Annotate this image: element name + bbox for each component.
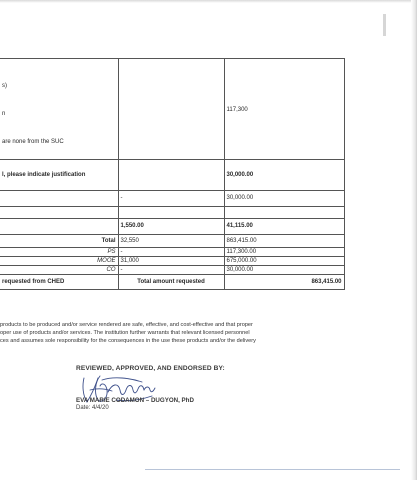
amount-cell: 30,000.00: [224, 266, 344, 275]
paragraph-line: ces and assumes sole responsibility for the consequences in the use these products and/or the delivery: [0, 338, 256, 345]
col2-cell: 1,550.00: [118, 219, 224, 235]
amount-value: 117,300: [226, 107, 248, 113]
description-line: [2, 132, 116, 139]
table-row: [0, 235, 344, 248]
col2-cell: -: [118, 248, 224, 257]
empty-cell: [118, 59, 224, 160]
table-row: [0, 266, 344, 275]
description-line: are none from the SUC: [2, 139, 64, 145]
col2-cell: -: [118, 191, 224, 207]
budget-table: [0, 58, 345, 290]
certification-paragraph: [0, 321, 342, 346]
description-line: [2, 104, 116, 111]
total-requested-label: Total amount requested: [118, 275, 224, 290]
description-line: [2, 125, 116, 132]
signatory-name: EVA MARIE CODAMON – DUGYON, PhD: [76, 397, 194, 404]
co-label: CO: [0, 266, 118, 275]
table-row: [0, 191, 344, 207]
amount-cell: [224, 59, 344, 160]
table-row: [0, 219, 344, 235]
scan-edge-right: [411, 0, 417, 480]
col2-cell: -: [118, 266, 224, 275]
description-line: [2, 97, 116, 104]
paragraph-line: products to be produced and/or service rendered are safe, effective, and cost-effective and that proper: [0, 322, 253, 328]
mooe-label: MOOE: [0, 257, 118, 266]
description-line: [2, 90, 116, 97]
col2-cell: 31,000: [118, 257, 224, 266]
empty-cell: [0, 219, 118, 235]
ps-label: PS: [0, 248, 118, 257]
total-label: Total: [0, 235, 118, 248]
empty-cell: [224, 207, 344, 219]
description-line: n: [2, 111, 6, 117]
signature-date: Date: 4/4/20: [76, 405, 109, 411]
scan-edge-top: [0, 0, 417, 3]
table-row: [0, 207, 344, 219]
table-row: [0, 160, 344, 191]
amount-cell: 41,115.00: [224, 219, 344, 235]
requested-label: requested from CHED: [0, 275, 118, 290]
endorsement-heading: REVIEWED, APPROVED, AND ENDORSED BY:: [76, 365, 225, 372]
amount-cell: 117,300.00: [224, 248, 344, 257]
empty-cell: [0, 207, 118, 219]
description-line: [2, 118, 116, 125]
empty-cell: [118, 207, 224, 219]
description-line: s): [2, 83, 7, 89]
amount-cell: 30,000.00: [224, 191, 344, 207]
table-row: [0, 59, 344, 160]
scan-smudge: [383, 14, 386, 36]
table-row: [0, 257, 344, 266]
amount-cell: 675,000.00: [224, 257, 344, 266]
paragraph-line: oper use of products and/or services. The institution further warrants that relevant licensed personnel: [0, 330, 250, 337]
empty-cell: [118, 160, 224, 191]
amount-cell: 30,000.00: [224, 160, 344, 191]
total-requested-amount: 863,415.00: [224, 275, 344, 290]
table-row: [0, 248, 344, 257]
table-row: [0, 275, 344, 290]
scan-bottom-line: [145, 469, 400, 470]
justification-label: l, please indicate justification: [0, 160, 118, 191]
amount-cell: 863,415.00: [224, 235, 344, 248]
description-cell: [0, 59, 118, 160]
empty-cell: [0, 191, 118, 207]
col2-cell: 32,550: [118, 235, 224, 248]
